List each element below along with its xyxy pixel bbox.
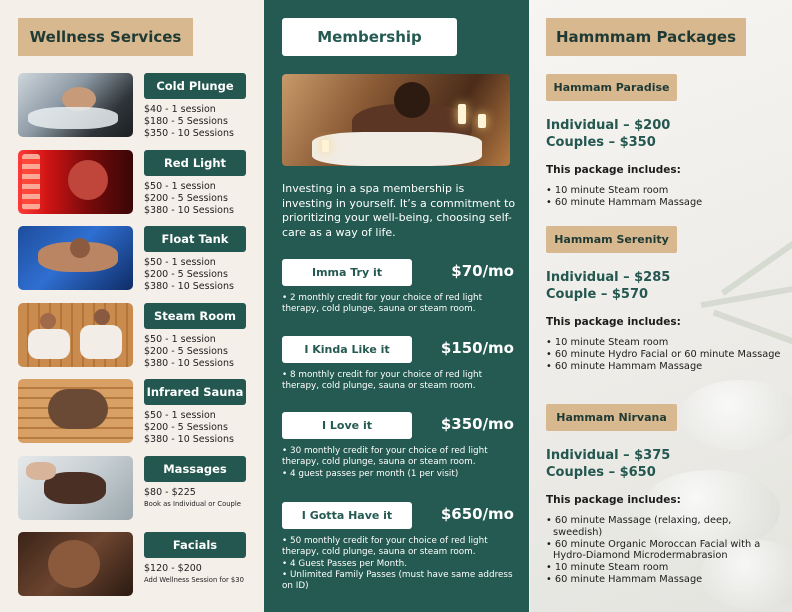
list-item: • 60 minute Organic Moroccan Facial with a Hydro-Diamond Microdermabrasion <box>546 539 782 563</box>
list-item: • 60 minute Hammam Massage <box>546 574 782 586</box>
package-includes-label: This package includes: <box>546 494 681 506</box>
hammam-packages-panel <box>530 0 792 612</box>
package-price: Individual – $200 Couples – $350 <box>546 118 671 150</box>
decor-stone <box>680 380 792 450</box>
hammam-packages-title: Hammmam Packages <box>546 18 746 56</box>
tier-notes: • 30 monthly credit for your choice of red light therapy, cold plunge, sauna or steam room. • 4 guest passes per month (1 per visit) <box>282 446 488 479</box>
tier-name-button[interactable]: I Love it <box>282 412 412 439</box>
list-item: • 10 minute Steam room <box>546 185 782 197</box>
service-prices: $80 - $225 Book as Individual or Couple <box>144 487 241 508</box>
package-name-nirvana[interactable]: Hammam Nirvana <box>546 404 677 431</box>
service-name: Infrared Sauna <box>144 379 246 405</box>
facials-photo <box>18 532 133 596</box>
list-item: • 60 minute Hammam Massage <box>546 197 782 209</box>
package-includes-label: This package includes: <box>546 316 681 328</box>
list-item: • 60 minute Hammam Massage <box>546 361 782 373</box>
steam-room-photo <box>18 303 133 367</box>
service-steam-room[interactable] <box>18 303 250 369</box>
package-price: Individual – $285 Couple – $570 <box>546 270 671 302</box>
membership-title: Membership <box>282 18 457 56</box>
tier-name-button[interactable]: Imma Try it <box>282 259 412 286</box>
service-red-light[interactable] <box>18 150 250 216</box>
tier-name-button[interactable]: I Kinda Like it <box>282 336 412 363</box>
package-includes-label: This package includes: <box>546 164 681 176</box>
service-cold-plunge[interactable] <box>18 73 250 139</box>
service-name: Float Tank <box>144 226 246 252</box>
list-item: • 10 minute Steam room <box>546 337 782 349</box>
list-item: • 60 minute Massage (relaxing, deep, sweedish) <box>546 515 782 539</box>
service-prices: $50 - 1 session $200 - 5 Sessions $380 - 10 Sessions <box>144 410 234 445</box>
package-includes-list <box>546 515 782 586</box>
massage-hero-photo <box>282 74 510 166</box>
red-light-photo <box>18 150 133 214</box>
service-prices: $120 - $200 Add Wellness Session for $30 <box>144 563 244 584</box>
list-item: • 60 minute Hydro Facial or 60 minute Massage <box>546 349 782 361</box>
cold-plunge-photo <box>18 73 133 137</box>
tier-price: $650/mo <box>440 505 514 523</box>
service-infrared-sauna[interactable] <box>18 379 250 445</box>
float-tank-photo <box>18 226 133 290</box>
service-name: Cold Plunge <box>144 73 246 99</box>
service-prices: $40 - 1 session $180 - 5 Sessions $350 - 10 Sessions <box>144 104 234 139</box>
wellness-services-panel <box>0 0 263 612</box>
tier-price: $350/mo <box>440 415 514 433</box>
service-facials[interactable] <box>18 532 250 598</box>
decor-palm-leaf <box>721 210 792 295</box>
massages-photo <box>18 456 133 520</box>
tier-price: $150/mo <box>440 339 514 357</box>
service-prices: $50 - 1 session $200 - 5 Sessions $380 - 10 Sessions <box>144 257 234 292</box>
package-includes-list <box>546 185 782 209</box>
package-price: Individual – $375 Couples – $650 <box>546 448 671 480</box>
service-prices: $50 - 1 session $200 - 5 Sessions $380 - 10 Sessions <box>144 334 234 369</box>
service-name: Steam Room <box>144 303 246 329</box>
package-name-serenity[interactable]: Hammam Serenity <box>546 226 677 253</box>
package-name-paradise[interactable]: Hammam Paradise <box>546 74 677 101</box>
service-massages[interactable] <box>18 456 250 522</box>
membership-intro: Investing in a spa membership is investing in yourself. It’s a commitment to prioritizing your well-being, choosing self-care as a way of life. <box>282 182 516 239</box>
membership-panel <box>264 0 529 612</box>
wellness-services-title: Wellness Services <box>18 18 193 56</box>
service-float-tank[interactable] <box>18 226 250 292</box>
tier-name-button[interactable]: I Gotta Have it <box>282 502 412 529</box>
decor-palm-leaf <box>701 278 792 308</box>
service-prices: $50 - 1 session $200 - 5 Sessions $380 - 10 Sessions <box>144 181 234 216</box>
service-name: Massages <box>144 456 246 482</box>
infrared-sauna-photo <box>18 379 133 443</box>
tier-notes: • 2 monthly credit for your choice of red light therapy, cold plunge, sauna or steam room. <box>282 293 483 315</box>
tier-notes: • 8 monthly credit for your choice of red light therapy, cold plunge, sauna or steam room. <box>282 370 483 392</box>
service-name: Facials <box>144 532 246 558</box>
tier-notes: • 50 monthly credit for your choice of red light therapy, cold plunge, sauna or steam room. • 4 Guest Passes per Month. • Unlimited Family Passes (must have same address on ID) <box>282 536 513 592</box>
tier-price: $70/mo <box>451 262 514 280</box>
list-item: • 10 minute Steam room <box>546 562 782 574</box>
package-includes-list <box>546 337 782 372</box>
service-name: Red Light <box>144 150 246 176</box>
